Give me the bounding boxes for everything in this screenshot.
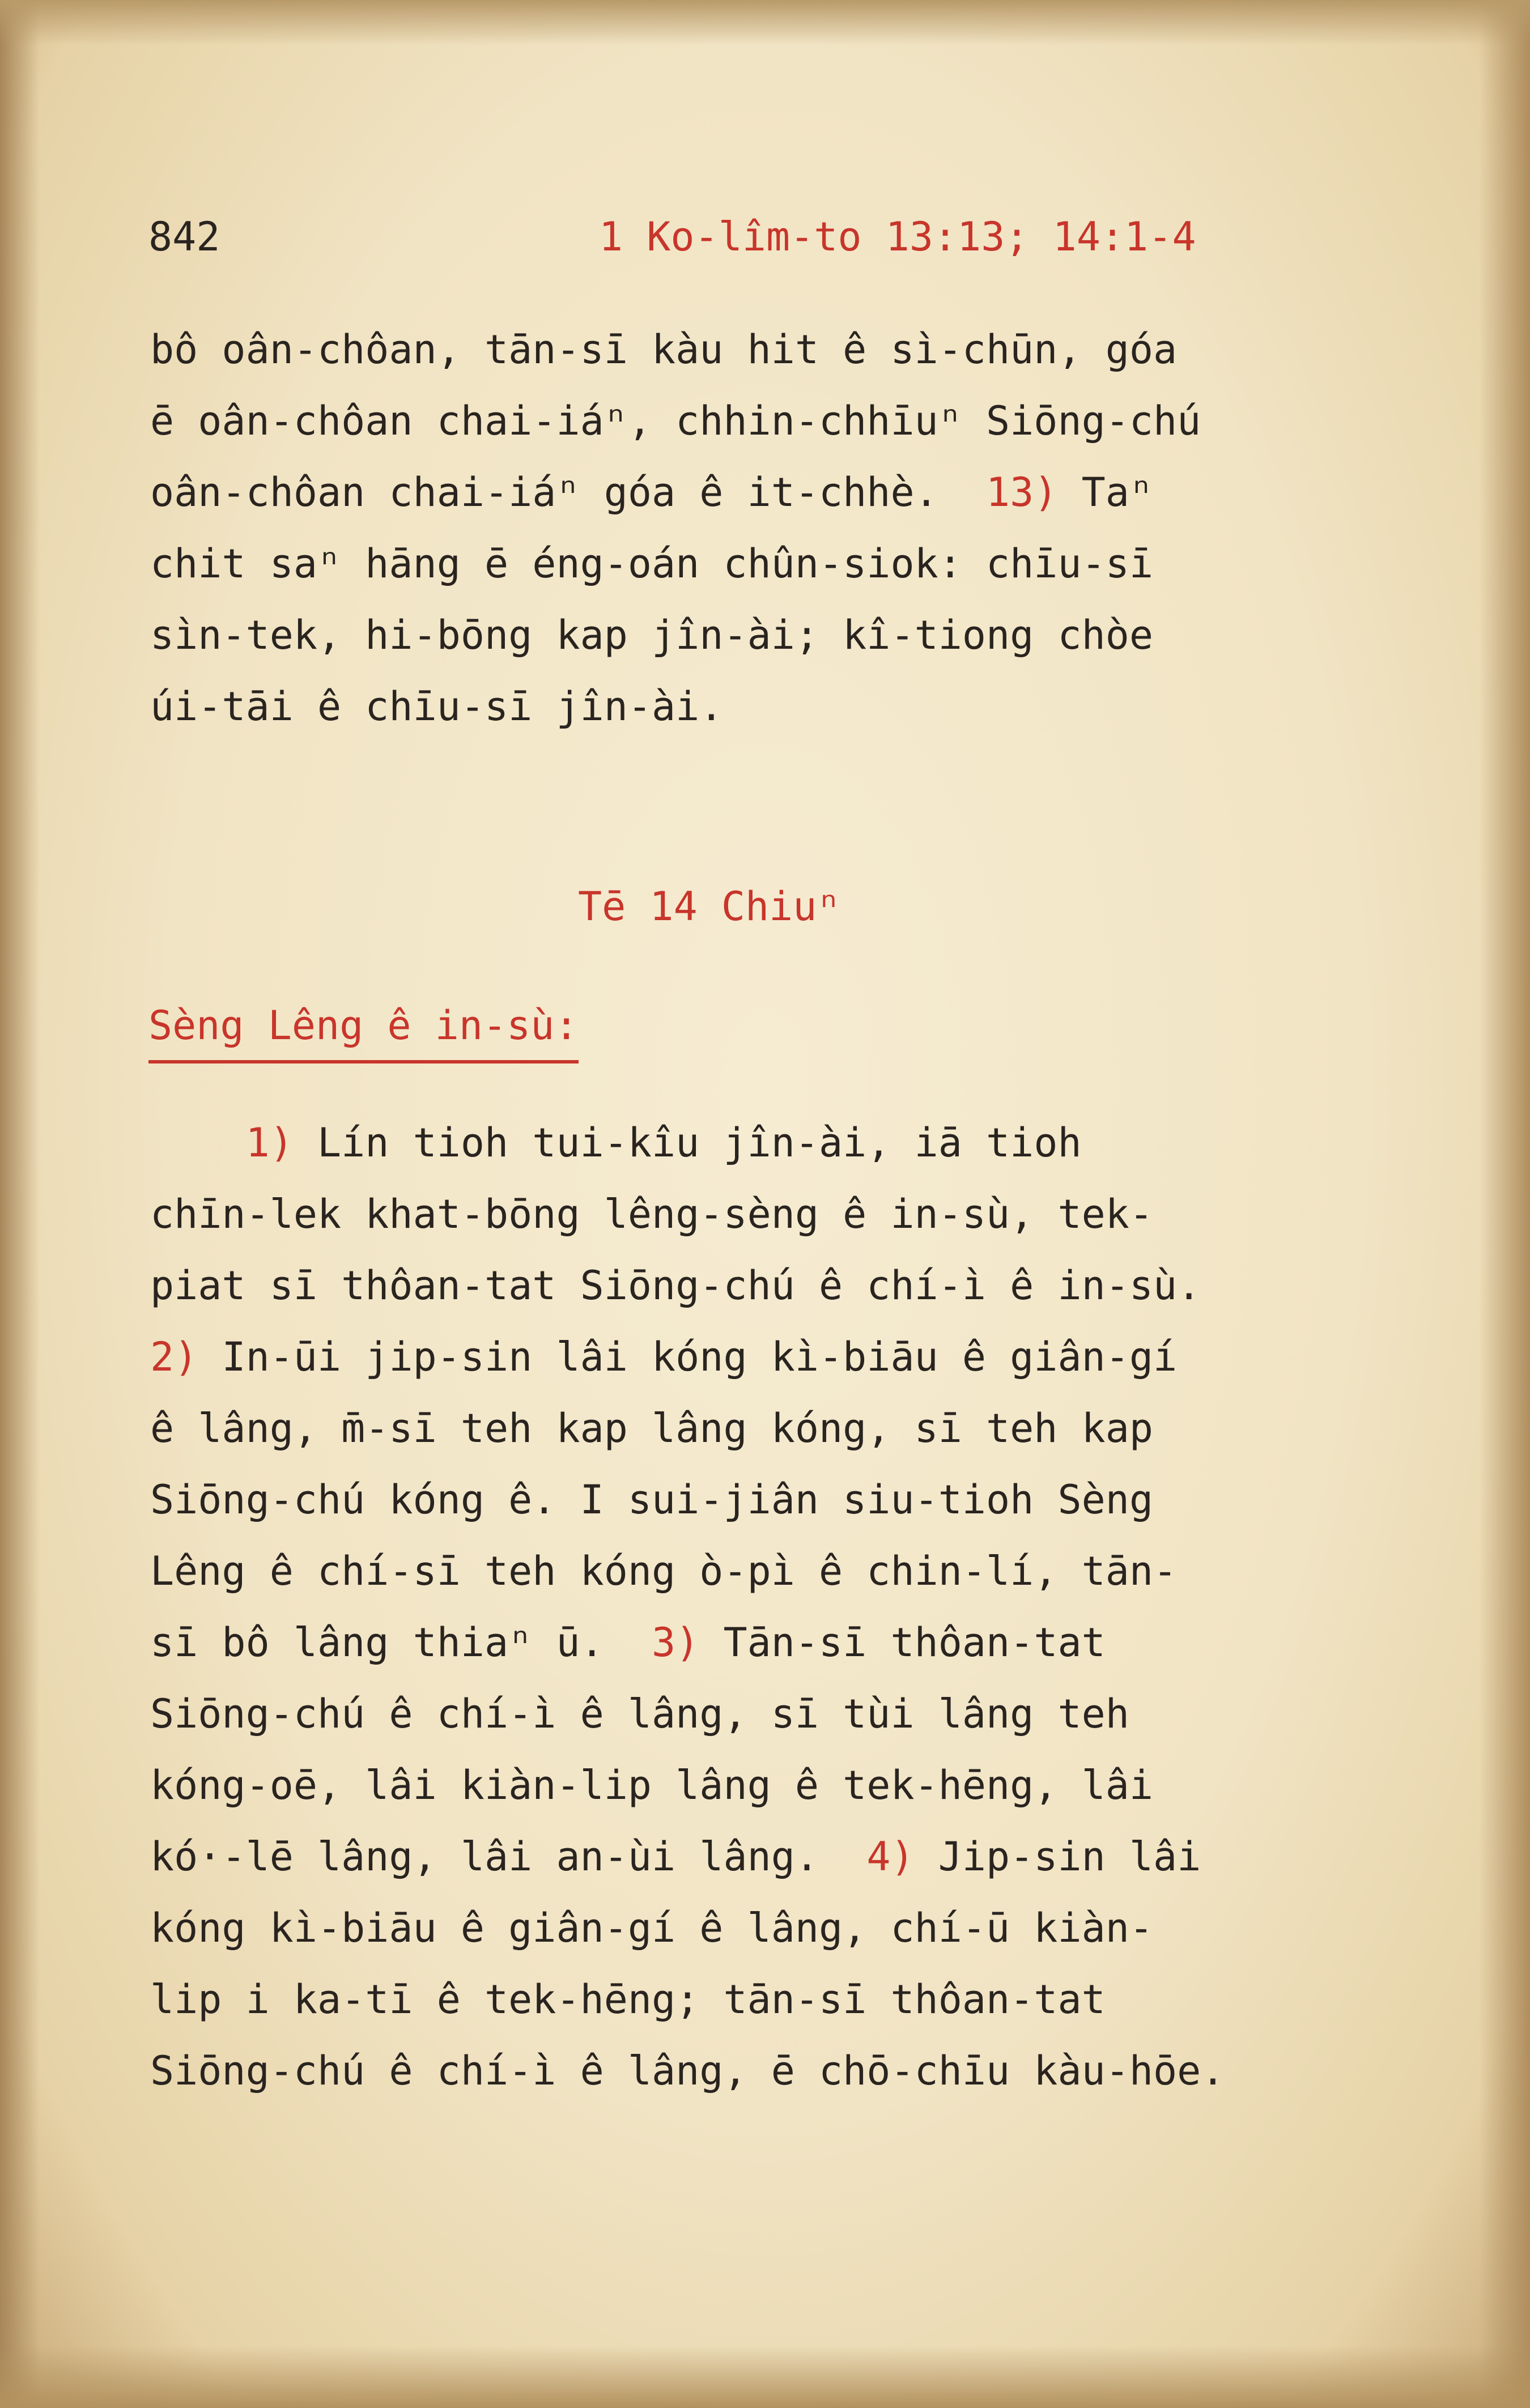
- text-segment: Jip-sin lâi: [914, 1833, 1201, 1880]
- text-segment: kóng-oē, lâi kiàn-lip lâng ê tek-hēng, lâi: [150, 1762, 1154, 1809]
- text-line: [150, 385, 1431, 457]
- chapter-title: Tē 14 Chiuⁿ: [578, 883, 841, 930]
- verse-number: 13): [986, 469, 1058, 516]
- verse-number: 2): [150, 1334, 198, 1380]
- page-edge-top: [0, 0, 1530, 45]
- text-segment: Lêng ê chí-sī teh kóng ò-pì ê chin-lí, tān-: [150, 1548, 1178, 1594]
- text-line: [150, 1607, 1431, 1678]
- text-line: [150, 1892, 1431, 1964]
- body-paragraph: [150, 1107, 1431, 2107]
- page-edge-right: [1479, 0, 1530, 2408]
- text-segment: In-ūi jip-sin lâi kóng kì-biāu ê giân-gí: [198, 1334, 1178, 1380]
- page-edge-left: [0, 0, 40, 2408]
- text-segment: bô oân-chôan, tān-sī kàu hit ê sì-chūn, góa: [150, 326, 1178, 373]
- section-heading: Sèng Lêng ê in-sù:: [148, 994, 579, 1063]
- verse-number: 1): [245, 1120, 294, 1166]
- text-line: [150, 1535, 1431, 1607]
- text-line: [150, 1464, 1431, 1535]
- text-line: [150, 1964, 1431, 2035]
- text-line: [150, 2035, 1431, 2107]
- text-segment: chīn-lek khat-bōng lêng-sèng ê in-sù, tek-: [150, 1191, 1154, 1237]
- text-segment: sī bô lâng thiaⁿ ū.: [150, 1619, 652, 1666]
- text-line: [150, 1179, 1431, 1250]
- text-line: [150, 528, 1431, 599]
- text-segment: kó·-lē lâng, lâi an-ùi lâng.: [150, 1833, 867, 1880]
- text-segment: oân-chôan chai-iáⁿ góa ê it-chhè.: [150, 469, 987, 516]
- text-segment: [150, 1120, 246, 1166]
- page-number: 842: [148, 214, 220, 260]
- text-line: [150, 1750, 1431, 1821]
- text-segment: chit saⁿ hāng ē éng-oán chûn-siok: chīu-sī: [150, 541, 1154, 587]
- text-segment: úi-tāi ê chīu-sī jîn-ài.: [150, 683, 724, 730]
- text-line: [150, 1821, 1431, 1892]
- verse-number: 4): [866, 1833, 915, 1880]
- text-line: [150, 1393, 1431, 1464]
- text-line: [150, 1107, 1431, 1179]
- text-line: [150, 1321, 1431, 1393]
- text-segment: kóng kì-biāu ê giân-gí ê lâng, chí-ū kiàn-: [150, 1905, 1154, 1951]
- text-line: [150, 671, 1431, 742]
- text-segment: Lín tioh tui-kîu jîn-ài, iā tioh: [293, 1120, 1082, 1166]
- text-line: [150, 314, 1431, 385]
- text-segment: Tān-sī thôan-tat: [699, 1619, 1106, 1666]
- verse-number: 3): [652, 1619, 700, 1666]
- text-line: [150, 1250, 1431, 1321]
- page-edge-bottom: [0, 2346, 1530, 2408]
- text-line: [150, 1678, 1431, 1750]
- text-segment: Siōng-chú ê chí-ì ê lâng, sī tùi lâng teh: [150, 1691, 1129, 1737]
- text-segment: piat sī thôan-tat Siōng-chú ê chí-ì ê in-sù.: [150, 1262, 1201, 1309]
- text-segment: Taⁿ: [1057, 469, 1154, 516]
- running-head: 1 Ko-lîm-to 13:13; 14:1-4: [599, 214, 1196, 260]
- page-header: [148, 209, 1327, 265]
- top-paragraph: [150, 314, 1431, 742]
- text-line: [150, 599, 1431, 671]
- text-segment: Siōng-chú ê chí-ì ê lâng, ē chō-chīu kàu-hōe.: [150, 2048, 1225, 2094]
- text-segment: ē oân-chôan chai-iáⁿ, chhin-chhīuⁿ Siōng-chú: [150, 398, 1201, 444]
- text-segment: ê lâng, m̄-sī teh kap lâng kóng, sī teh kap: [150, 1405, 1154, 1452]
- text-line: [150, 457, 1431, 528]
- text-segment: sìn-tek, hi-bōng kap jîn-ài; kî-tiong chòe: [150, 612, 1154, 658]
- text-segment: Siōng-chú kóng ê. I sui-jiân siu-tioh Sèng: [150, 1477, 1154, 1523]
- text-segment: lip i ka-tī ê tek-hēng; tān-sī thôan-tat: [150, 1976, 1106, 2023]
